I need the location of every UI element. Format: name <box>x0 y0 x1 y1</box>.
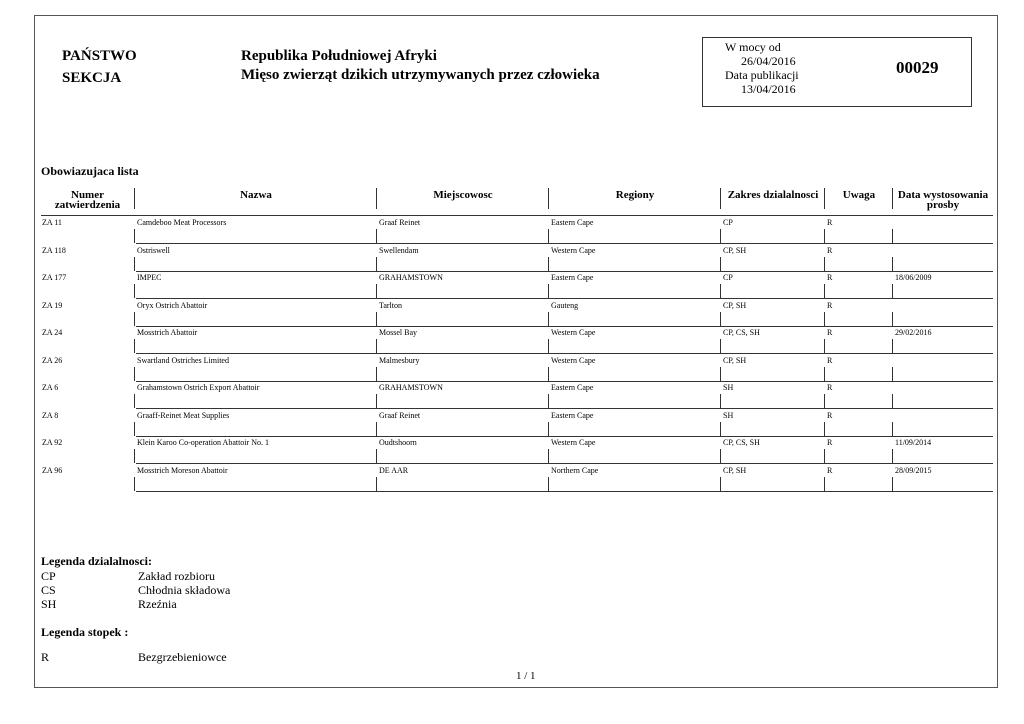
cell-name: Ostriswell <box>137 245 170 255</box>
cell-num: ZA 8 <box>42 410 59 420</box>
cell-remark: R <box>827 410 833 420</box>
page-number: 1 / 1 <box>516 670 536 682</box>
section-label: SEKCJA <box>62 70 122 86</box>
effective-label: W mocy od <box>725 40 781 54</box>
cell-city: GRAHAMSTOWN <box>379 273 443 282</box>
table-cell-separator <box>720 284 721 298</box>
cell-region: Western Cape <box>551 438 596 447</box>
col-remark-header: Uwaga <box>842 189 876 201</box>
cell-date: 29/02/2016 <box>895 328 932 337</box>
legend-code: R <box>41 650 50 664</box>
table-cell-separator <box>720 394 721 408</box>
table-cell-separator <box>134 422 135 436</box>
cell-scope: CP <box>723 273 733 282</box>
cell-city: Tarlton <box>379 300 402 310</box>
cell-city: GRAHAMSTOWN <box>379 383 443 392</box>
table-cell-separator <box>134 394 135 408</box>
cell-region: Western Cape <box>551 245 596 255</box>
cell-region: Eastern Cape <box>551 383 594 392</box>
cell-name: IMPEC <box>137 273 162 282</box>
cell-city: Mossel Bay <box>379 328 417 337</box>
legend-text: Rzeźnia <box>138 597 177 611</box>
section-name: Mięso zwierząt dzikich utrzymywanych przez człowieka <box>241 67 600 83</box>
cell-scope: CP, SH <box>723 300 747 310</box>
publication-label: Data publikacji <box>725 68 799 82</box>
legend-footnotes-title: Legenda stopek : <box>41 625 129 639</box>
cell-scope: CP <box>723 218 733 227</box>
table-cell-separator <box>376 339 377 353</box>
table-cell-separator <box>824 284 825 298</box>
table-cell-separator <box>892 477 893 491</box>
cell-scope: CP, CS, SH <box>723 438 760 447</box>
legend-text: Zakład rozbioru <box>138 569 215 583</box>
table-cell-separator <box>892 422 893 436</box>
table-cell-separator <box>134 229 135 243</box>
col-num-header <box>41 190 134 210</box>
cell-city: Malmesbury <box>379 355 420 365</box>
table-cell-separator <box>376 477 377 491</box>
table-cell-separator <box>824 394 825 408</box>
cell-name: Mosstrich Abattoir <box>137 328 198 337</box>
legend-activity-title: Legenda dzialalnosci: <box>41 554 153 568</box>
col-num-header-line2: zatwierdzenia <box>54 199 121 211</box>
table-cell-separator <box>892 312 893 326</box>
cell-region: Western Cape <box>551 355 596 365</box>
cell-remark: R <box>827 438 833 447</box>
cell-remark: R <box>827 245 833 255</box>
effective-date: 26/04/2016 <box>741 54 796 68</box>
list-number: 00029 <box>896 58 939 77</box>
cell-num: ZA 118 <box>42 245 66 255</box>
cell-remark: R <box>827 218 833 227</box>
table-cell-separator <box>548 449 549 463</box>
table-cell-separator <box>548 284 549 298</box>
col-num-header-line1: Numer <box>71 189 104 201</box>
table-cell-separator <box>824 422 825 436</box>
table-cell-separator <box>824 229 825 243</box>
col-date-header <box>894 190 992 210</box>
cell-name: Mosstrich Moreson Abattoir <box>137 465 228 475</box>
cell-date: 18/06/2009 <box>895 273 932 282</box>
cell-name: Camdeboo Meat Processors <box>137 218 227 227</box>
cell-date: 11/09/2014 <box>895 438 932 447</box>
cell-name: Grahamstown Ostrich Export Abattoir <box>137 383 260 392</box>
legend-text: Chłodnia składowa <box>138 583 231 597</box>
col-region-header: Regiony <box>615 189 655 201</box>
cell-scope: SH <box>723 383 734 392</box>
table-cell-separator <box>134 339 135 353</box>
legend-code: CS <box>41 583 56 597</box>
list-title: Obowiazujaca lista <box>41 164 139 178</box>
cell-num: ZA 24 <box>42 328 63 337</box>
col-date-header-line2: prosby <box>926 199 960 211</box>
cell-city: Graaf Reinet <box>379 218 421 227</box>
cell-remark: R <box>827 465 833 475</box>
table-cell-separator <box>824 449 825 463</box>
col-city-header: Miejscowosc <box>433 189 493 201</box>
table-header-divider <box>41 215 993 216</box>
table-cell-separator <box>134 477 135 491</box>
table-cell-separator <box>720 312 721 326</box>
table-cell-separator <box>720 422 721 436</box>
cell-scope: CP, CS, SH <box>723 328 760 337</box>
col-date-header-line1: Data wystosowania <box>897 189 989 201</box>
cell-scope: CP, SH <box>723 245 747 255</box>
table-header-separator <box>824 188 825 209</box>
table-cell-separator <box>892 257 893 271</box>
table-cell-separator <box>824 257 825 271</box>
table-cell-separator <box>892 339 893 353</box>
table-row-divider <box>136 353 993 354</box>
cell-name: Swartland Ostriches Limited <box>137 355 229 365</box>
table-cell-separator <box>548 229 549 243</box>
legend-text: Bezgrzebieniowce <box>138 650 227 664</box>
table-cell-separator <box>548 339 549 353</box>
table-cell-separator <box>548 312 549 326</box>
table-cell-separator <box>720 367 721 381</box>
table-cell-separator <box>720 477 721 491</box>
country-name: Republika Południowej Afryki <box>241 48 437 64</box>
table-cell-separator <box>824 312 825 326</box>
table-row-divider <box>136 243 993 244</box>
table-cell-separator <box>376 422 377 436</box>
table-row-divider <box>136 491 993 492</box>
col-name-header: Nazwa <box>240 189 272 201</box>
table-cell-separator <box>376 257 377 271</box>
table-cell-separator <box>134 312 135 326</box>
cell-scope: CP, SH <box>723 465 747 475</box>
table-cell-separator <box>376 284 377 298</box>
table-cell-separator <box>892 449 893 463</box>
cell-remark: R <box>827 383 833 392</box>
table-cell-separator <box>892 229 893 243</box>
table-header-separator <box>548 188 549 209</box>
cell-num: ZA 177 <box>42 273 67 282</box>
table-header-separator <box>720 188 721 209</box>
table-cell-separator <box>824 477 825 491</box>
table-cell-separator <box>548 257 549 271</box>
cell-remark: R <box>827 355 833 365</box>
table-cell-separator <box>720 339 721 353</box>
table-cell-separator <box>134 367 135 381</box>
cell-remark: R <box>827 300 833 310</box>
table-cell-separator <box>720 257 721 271</box>
info-box <box>702 37 972 107</box>
table-row-divider <box>136 463 993 464</box>
legend-code: SH <box>41 597 57 611</box>
cell-city: Swellendam <box>379 245 419 255</box>
country-label: PAŃSTWO <box>62 48 137 64</box>
cell-remark: R <box>827 273 833 282</box>
table-cell-separator <box>824 339 825 353</box>
table-row-divider <box>136 298 993 299</box>
cell-region: Northern Cape <box>551 465 599 475</box>
cell-city: Graaf Reinet <box>379 410 421 420</box>
cell-region: Eastern Cape <box>551 218 594 227</box>
cell-region: Western Cape <box>551 328 596 337</box>
table-cell-separator <box>548 394 549 408</box>
cell-num: ZA 11 <box>42 218 62 227</box>
table-cell-separator <box>376 367 377 381</box>
cell-num: ZA 26 <box>42 355 63 365</box>
table-row-divider <box>136 436 993 437</box>
table-header-separator <box>134 188 135 209</box>
table-cell-separator <box>892 367 893 381</box>
table-cell-separator <box>824 367 825 381</box>
table-cell-separator <box>376 449 377 463</box>
cell-scope: CP, SH <box>723 355 747 365</box>
table-header-separator <box>376 188 377 209</box>
cell-remark: R <box>827 328 833 337</box>
table-cell-separator <box>720 229 721 243</box>
table-cell-separator <box>376 229 377 243</box>
cell-region: Eastern Cape <box>551 410 594 420</box>
cell-region: Eastern Cape <box>551 273 594 282</box>
table-row-divider <box>136 408 993 409</box>
cell-num: ZA 19 <box>42 300 63 310</box>
cell-num: ZA 6 <box>42 383 59 392</box>
col-scope-header: Zakres dzialalnosci <box>727 189 819 201</box>
table-cell-separator <box>548 422 549 436</box>
table-cell-separator <box>548 477 549 491</box>
cell-region: Gauteng <box>551 300 579 310</box>
cell-num: ZA 92 <box>42 438 63 447</box>
table-cell-separator <box>892 284 893 298</box>
publication-date: 13/04/2016 <box>741 82 796 96</box>
cell-name: Graaff-Reinet Meat Supplies <box>137 410 230 420</box>
cell-city: DE AAR <box>379 465 409 475</box>
table-cell-separator <box>134 257 135 271</box>
table-cell-separator <box>548 367 549 381</box>
cell-name: Klein Karoo Co-operation Abattoir No. 1 <box>137 438 269 447</box>
table-row-divider <box>136 381 993 382</box>
table-row-divider <box>136 271 993 272</box>
cell-name: Oryx Ostrich Abattoir <box>137 300 208 310</box>
table-cell-separator <box>376 394 377 408</box>
cell-scope: SH <box>723 410 734 420</box>
cell-num: ZA 96 <box>42 465 63 475</box>
table-cell-separator <box>376 312 377 326</box>
table-cell-separator <box>134 449 135 463</box>
table-header-separator <box>892 188 893 209</box>
table-row-divider <box>136 326 993 327</box>
table-cell-separator <box>720 449 721 463</box>
table-cell-separator <box>892 394 893 408</box>
cell-city: Oudtshoorn <box>379 438 417 447</box>
legend-code: CP <box>41 569 56 583</box>
cell-date: 28/09/2015 <box>895 465 932 475</box>
table-cell-separator <box>134 284 135 298</box>
